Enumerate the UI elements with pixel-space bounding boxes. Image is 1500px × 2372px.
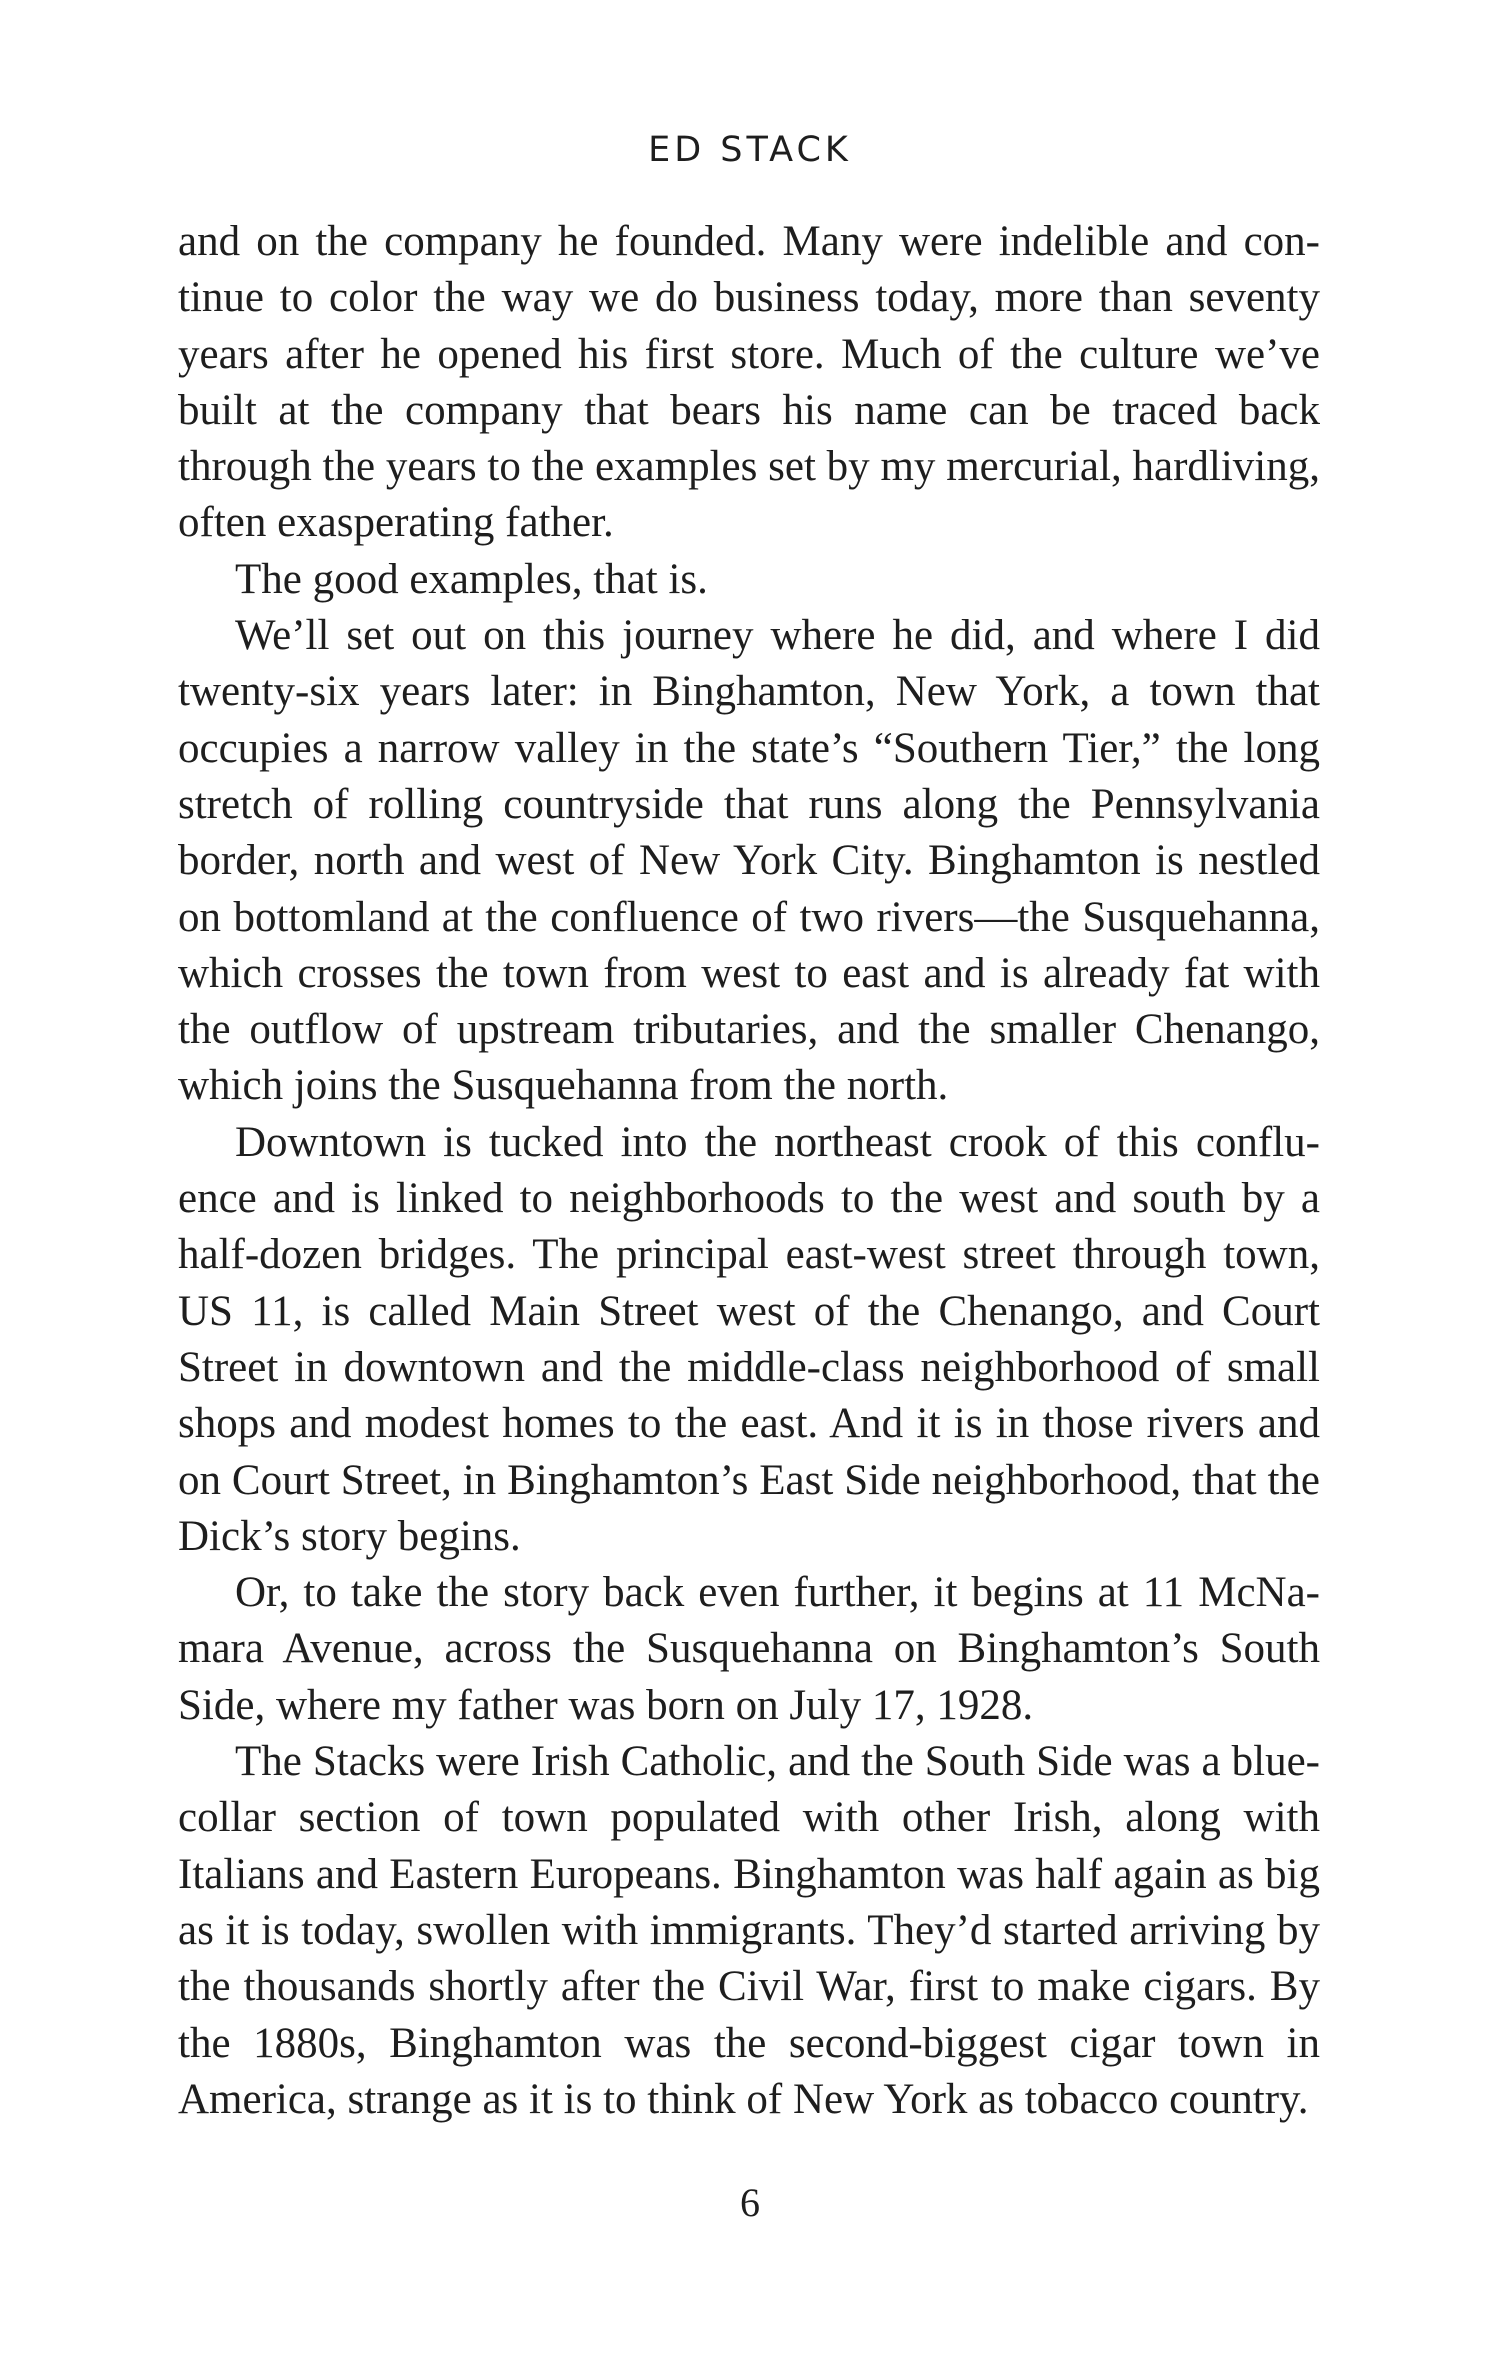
body-text — [178, 214, 1320, 2128]
running-head: ED STACK — [648, 130, 852, 170]
page-number: 6 — [740, 2180, 760, 2225]
paragraph: Downtown is tucked into the northeast crook of this confluence and is linked to neighborhoods to the west and south by a half-dozen bridges. The principal east-west street through town, US 11, is called Main Street west of the Chenango, and Court Street in downtown and the middle-class neighborhood of small shops and modest homes to the east. And it is in those rivers and on Court Street, in Binghamton’s East Side neighborhood, that the Dick’s story begins. — [178, 1118, 1320, 1560]
paragraph: We’ll set out on this journey where he did, and where I did twenty-six years later: in Binghamton, New York, a town that occupies a narrow valley in the state’s “Southern Tier,” the long stretch of rolling countryside that runs along the Pennsylvania border, north and west of New York City. Binghamton is nestled on bottomland at the confluence of two rivers—the Susquehanna, which crosses the town from west to east and is already fat with the outflow of upstream tributaries, and the smaller Chenango, which joins the Susquehanna from the north. — [178, 612, 1320, 1110]
paragraph: The Stacks were Irish Catholic, and the South Side was a blue-collar section of town populated with other Irish, along with Italians and Eastern Europeans. Binghamton was half again as big as it is today, swollen with immigrants. They’d started arriving by the thousands shortly after the Civil War, first to make cigars. By the 1880s, Binghamton was the second-biggest cigar town in America, strange as it is to think of New York as tobacco country. — [178, 1738, 1320, 2123]
paragraph: Or, to take the story back even further, it begins at 11 McNamara Avenue, across the Susquehanna on Binghamton’s South Side, where my father was born on July 17, 1928. — [178, 1569, 1320, 1729]
paragraph: The good examples, that is. — [235, 555, 708, 603]
paragraph-continued: and on the company he founded. Many were indelible and continue to color the way we do business today, more than seventy years after he opened his first store. Much of the culture we’ve built at the company that bears his name can be traced back through the years to the examples set by my mercurial, hardliving, often exasperating father. — [178, 218, 1320, 547]
